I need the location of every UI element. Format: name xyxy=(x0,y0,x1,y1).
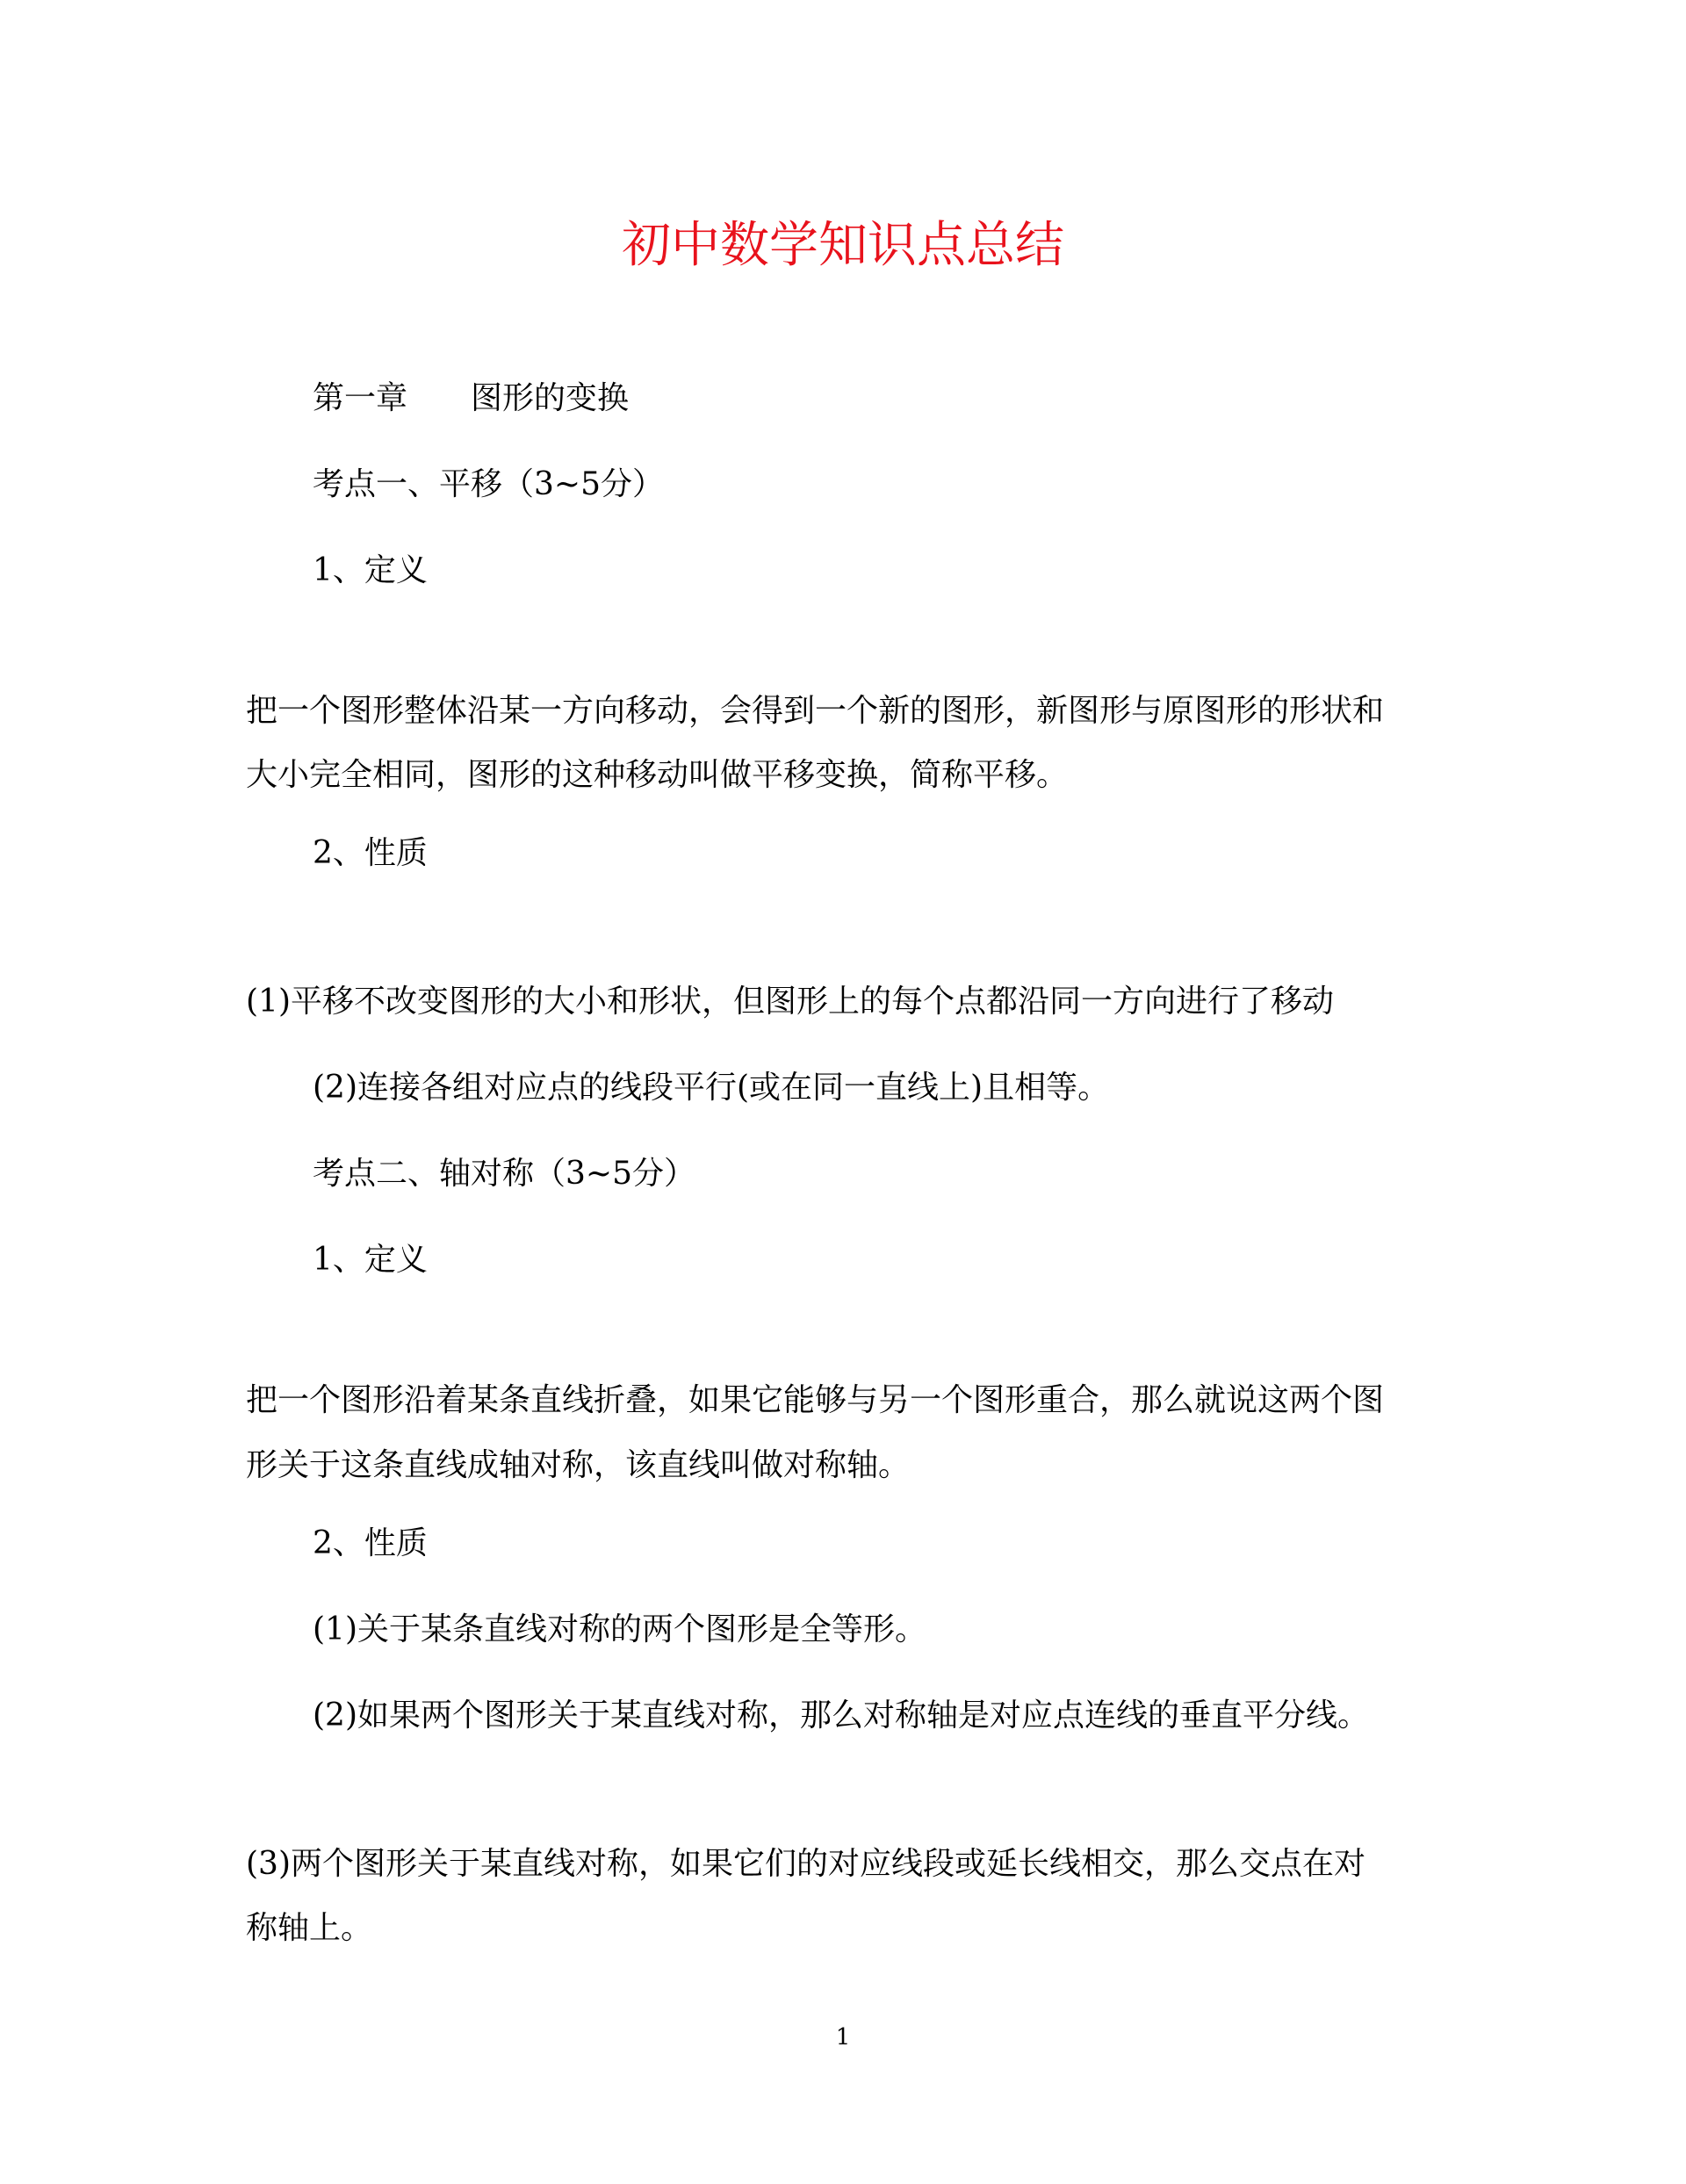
page-number: 1 xyxy=(835,2024,851,2051)
kp2-property-2: (2)如果两个图形关于某直线对称，那么对称轴是对应点连线的垂直平分线。 xyxy=(313,1697,1369,1734)
kp2-definition-line-2: 形关于这条直线成轴对称，该直线叫做对称轴。 xyxy=(246,1447,911,1483)
kp1-definition-line-2: 大小完全相同，图形的这种移动叫做平移变换，简称平移。 xyxy=(246,757,1069,793)
kp2-definition-line-1: 把一个图形沿着某条直线折叠，如果它能够与另一个图形重合，那么就说这两个图 xyxy=(246,1382,1385,1418)
kp1-property-2: (2)连接各组对应点的线段平行(或在同一直线上)且相等。 xyxy=(313,1070,1110,1106)
kp2-property-3-line-1: (3)两个图形关于某直线对称，如果它们的对应线段或延长线相交，那么交点在对 xyxy=(246,1846,1365,1882)
kp1-property-1: (1)平移不改变图形的大小和形状，但图形上的每个点都沿同一方向进行了移动 xyxy=(246,984,1334,1020)
kp2-definition-heading: 1、定义 xyxy=(313,1242,428,1278)
kp2-property-heading: 2、性质 xyxy=(313,1525,428,1561)
chapter-heading: 第一章 图形的变换 xyxy=(313,380,630,416)
kp1-property-heading: 2、性质 xyxy=(313,835,428,871)
kp2-heading: 考点二、轴对称（3~5分） xyxy=(313,1156,695,1192)
kp2-property-3-line-2: 称轴上。 xyxy=(246,1910,373,1946)
kp1-definition-heading: 1、定义 xyxy=(313,552,428,588)
kp2-property-1: (1)关于某条直线对称的两个图形是全等形。 xyxy=(313,1611,926,1647)
kp1-definition-line-1: 把一个图形整体沿某一方向移动，会得到一个新的图形，新图形与原图形的形状和 xyxy=(246,693,1385,729)
document-title: 初中数学知识点总结 xyxy=(622,217,1064,274)
kp1-heading: 考点一、平移（3~5分） xyxy=(313,466,664,502)
